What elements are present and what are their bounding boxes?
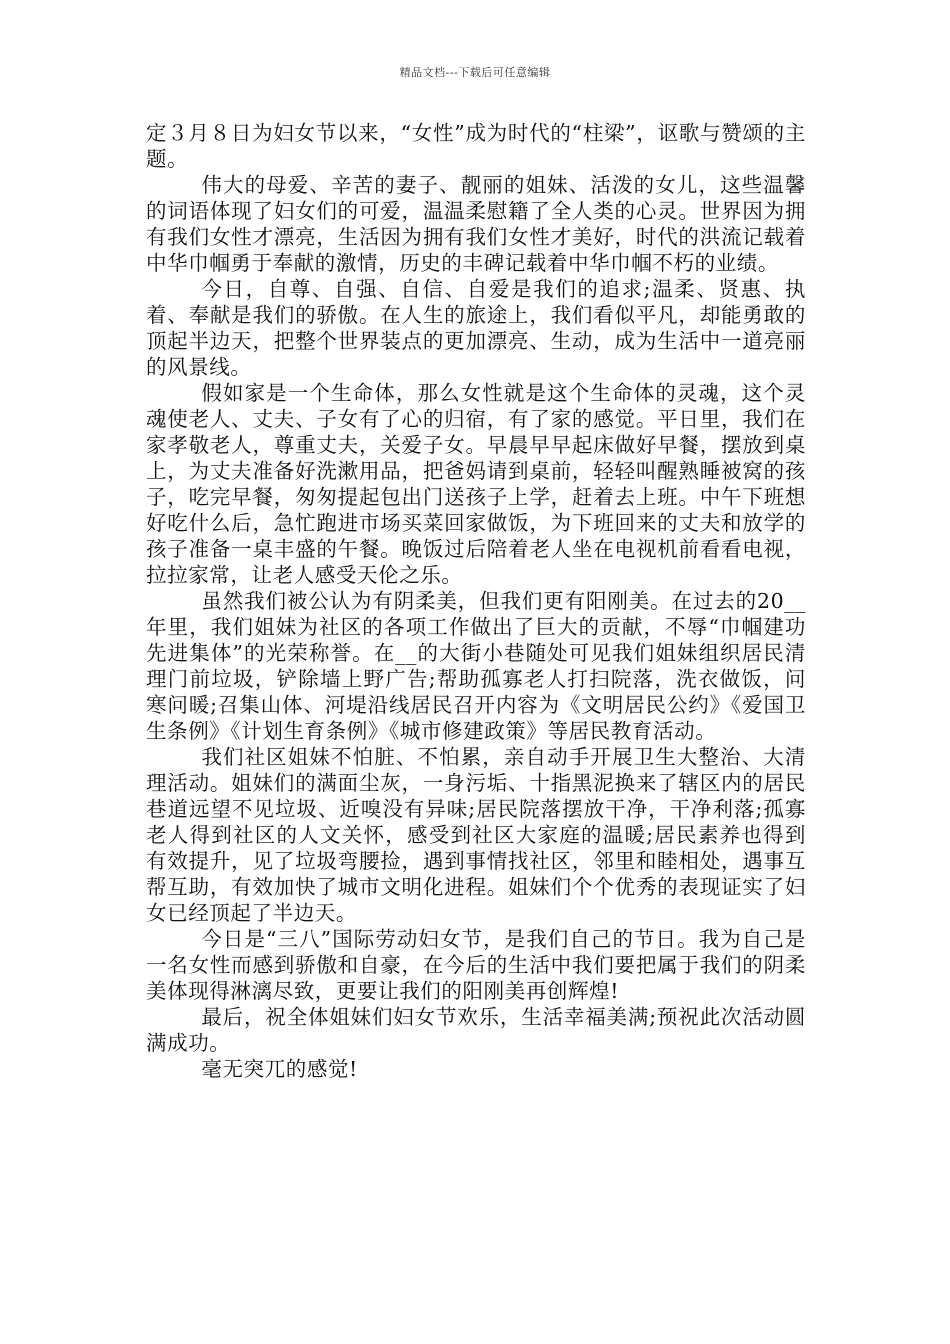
paragraph-6: 我们社区姐妹不怕脏、不怕累，亲自动手开展卫生大整治、大清理活动。姐妹们的满面尘灰，一身污垢、十指黑泥换来了辖区内的居民巷道远望不见垃圾、近嗅没有异味;居民院落摆放干净，干净利落;孤寡老人得到社区的人文关怀，感受到社区大家庭的温暖;居民素养也得到有效提升，见了垃圾弯腰捡，遇到事情找社区，邻里和睦相处，遇事互帮互助，有效加快了城市文明化进程。姐妹们个个优秀的表现证实了妇女已经顶起了半边天。 bbox=[146, 745, 806, 925]
paragraph-4: 假如家是一个生命体，那么女性就是这个生命体的灵魂，这个灵魂使老人、丈夫、子女有了心的归宿，有了家的感觉。平日里，我们在家孝敬老人，尊重丈夫，关爱子女。早晨早早起床做好早餐，摆放到桌上，为丈夫准备好洗漱用品，把爸妈请到桌前，轻轻叫醒熟睡被窝的孩子，吃完早餐，匆匆提起包出门送孩子上学，赶着去上班。中午下班想好吃什么后，急忙跑进市场买菜回家做饭，为下班回来的丈夫和放学的孩子准备一桌丰盛的午餐。晚饭过后陪着老人坐在电视机前看看电视，拉拉家常，让老人感受天伦之乐。 bbox=[146, 381, 806, 587]
paragraph-1: 定３月８日为妇女节以来，“女性”成为时代的“柱梁”，讴歌与赞颂的主题。 bbox=[146, 121, 806, 171]
document-body bbox=[146, 120, 806, 1082]
paragraph-3: 今日，自尊、自强、自信、自爱是我们的追求;温柔、贤惠、执着、奉献是我们的骄傲。在人生的旅途上，我们看似平凡，却能勇敢的顶起半边天，把整个世界装点的更加漂亮、生动，成为生活中一道亮丽的风景线。 bbox=[146, 277, 806, 379]
paragraph-5: 虽然我们被公认为有阴柔美，但我们更有阳刚美。在过去的20__年里，我们姐妹为社区的各项工作做出了巨大的贡献，不辱“巾帼建功先进集体”的光荣称誉。在__的大街小巷随处可见我们姐妹组织居民清理门前垃圾，铲除墙上野广告;帮助孤寡老人打扫院落，洗衣做饭，问寒问暖;召集山体、河堤沿线居民召开内容为《文明居民公约》《爱国卫生条例》《计划生育条例》《城市修建政策》等居民教育活动。 bbox=[146, 589, 806, 743]
paragraph-7: 今日是“三八”国际劳动妇女节，是我们自己的节日。我为自己是一名女性而感到骄傲和自豪，在今后的生活中我们要把属于我们的阴柔美体现得淋漓尽致，更要让我们的阳刚美再创辉煌! bbox=[146, 927, 806, 1003]
paragraph-8: 最后，祝全体姐妹们妇女节欢乐，生活幸福美满;预祝此次活动圆满成功。 bbox=[146, 1005, 806, 1055]
page-header: 精品文档---下载后可任意编辑 bbox=[399, 66, 551, 79]
paragraph-2: 伟大的母爱、辛苦的妻子、靓丽的姐妹、活泼的女儿，这些温馨的词语体现了妇女们的可爱，温温柔慰籍了全人类的心灵。世界因为拥有我们女性才漂亮，生活因为拥有我们女性才美好，时代的洪流记载着中华巾帼勇于奉献的激情，历史的丰碑记载着中华巾帼不朽的业绩。 bbox=[146, 173, 806, 275]
paragraph-9: 毫无突兀的感觉! bbox=[201, 1057, 358, 1081]
